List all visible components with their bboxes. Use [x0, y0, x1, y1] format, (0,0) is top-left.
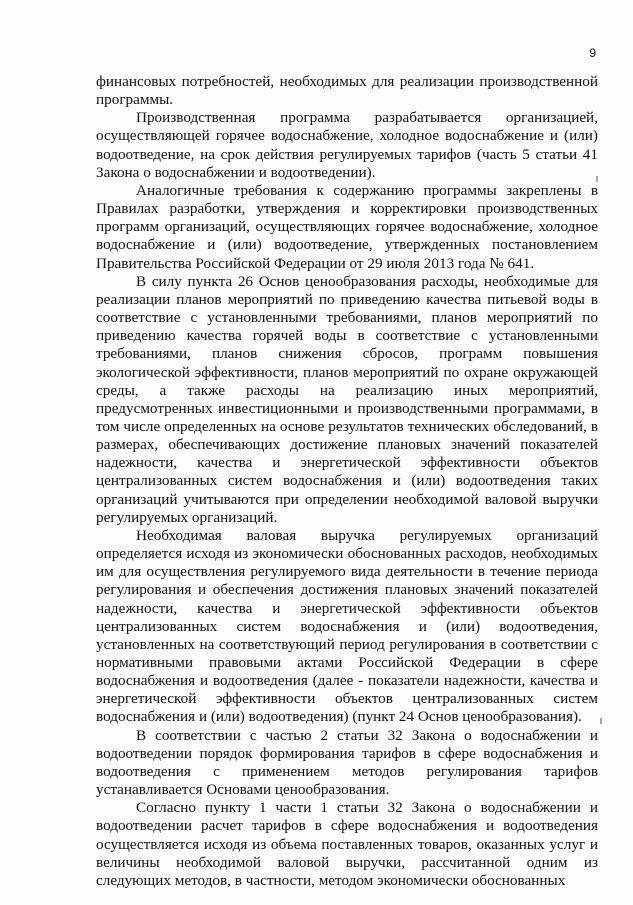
paragraph: финансовых потребностей, необходимых для реализации производственной программы. [96, 73, 598, 109]
paragraph: В силу пункта 26 Основ ценообразования расходы, необходимые для реализации планов мероприятий по приведению качества питьевой воды в соответствие с установленными требованиями, планов мероприятий по приведению качества горячей воды в соответствие с установленными требованиями, планов снижения сбросов, программ повышения экологической эффективности, планов мероприятий по охране окружающей среды, а также расходы на реализацию иных мероприятий, предусмотренных инвестиционными и производственными программами, в том числе определенных на основе результатов технических обследований, в размерах, обеспечивающих достижение плановых значений показателей надежности, качества и энергетической эффективности объектов централизованных систем водоснабжения и (или) водоотведения таких организаций учитываются при определении необходимой валовой выручки регулируемых организаций. [96, 272, 598, 526]
paragraph: Согласно пункту 1 части 1 статьи 32 Закона о водоснабжении и водоотведении расчет тарифов в сфере водоснабжения и водоотведения осуществляется исходя из объема поставленных товаров, оказанных услуг и величины необходимой валовой выручки, рассчитанной одним из следующих методов, в частности, методом экономически обоснованных [96, 799, 598, 889]
page-number: 9 [589, 46, 596, 60]
paragraph: Производственная программа разрабатывается организацией, осуществляющей горячее водоснабжение, холодное водоснабжение и (или) водоотведение, на срок действия регулируемых тарифов (часть 5 статьи 41 Закона о водоснабжении и водоотведении). [96, 109, 598, 181]
paragraph: Аналогичные требования к содержанию программы закреплены в Правилах разработки, утверждения и корректировки производственных программ организаций, осуществляющих горячее водоснабжение, холодное водоснабжение и (или) водоотведение, утвержденных постановлением Правительства Российской Федерации от 29 июля 2013 года № 641. [96, 181, 598, 272]
paragraph: В соответствии с частью 2 статьи 32 Закона о водоснабжении и водоотведении порядок формирования тарифов в сфере водоснабжения и водоотведения с применением методов регулирования тарифов устанавливается Основами ценообразования. [96, 726, 598, 799]
document-body [96, 73, 598, 890]
paragraph: Необходимая валовая выручка регулируемых организаций определяется исходя из экономически обоснованных расходов, необходимых им для осуществления регулируемого вида деятельности в течение периода регулирования и обеспечения достижения плановых значений показателей надежности, качества и энергетической эффективности объектов централизованных систем водоснабжения и (или) водоотведения, установленных на соответствующий период регулирования в соответствии с нормативными правовыми актами Российской Федерации в сфере водоснабжения и водоотведения (далее - показатели надежности, качества и энергетической эффективности объектов централизованных систем водоснабжения и (или) водоотведения) (пункт 24 Основ ценообразования). [96, 526, 598, 726]
scan-mark [600, 718, 602, 724]
